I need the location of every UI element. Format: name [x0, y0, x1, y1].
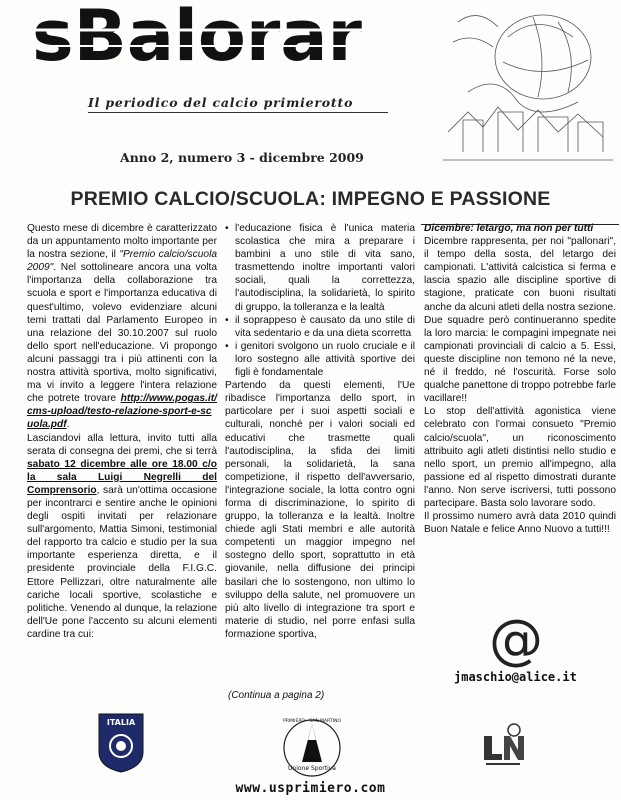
col1-paragraph-1: Questo mese di dicembre è caratterizzato da un appuntamento molto importante per la nostra sezione, il "Premio calcio/scuola 2009". Nel sottolineare ancora una volta l'importanza della collaborazione tra scuola e sport e l'importanza educativa di quest'ultimo, volevo evidenziare alcuni temi trattati dal Parlamento Europeo in una relazione del 30.10.2007 sul ruolo dello sport nell'educazione. Vi propongo alcuni passaggi tra i più attinenti con la nostra attività sportiva, molto significativi, ma vi invito a leggere l'intera relazione che potrete trovare http://www.pogas.it/cms-upload/testo-relazione-sport-e-scuola.pdf.	[27, 223, 217, 431]
sidebar-heading: Dicembre: letargo, ma non per tutti	[424, 223, 594, 234]
continued-note: (Continua a pagina 2)	[228, 690, 325, 701]
list-item: • il soprappeso è causato da uno stile di vita sedentario e da una dieta scorretta	[235, 314, 415, 340]
article-column-2	[225, 222, 415, 641]
sidebar-article	[424, 222, 616, 536]
article-headline: PREMIO CALCIO/SCUOLA: IMPEGNO E PASSIONE	[70, 188, 551, 210]
article-column-1	[27, 222, 217, 641]
us-primiero-logo	[282, 718, 342, 780]
contact-email[interactable]: jmaschio@alice.it	[454, 670, 577, 684]
key-points-list	[225, 222, 415, 379]
newsletter-subtitle: Il periodico del calcio primierotto	[88, 95, 354, 110]
sidebar-paragraph-3: Il prossimo numero avrà data 2010 quindi Buon Natale e felice Anno Nuovo a tutti!!!	[424, 511, 616, 536]
col1-paragraph-2: Lasciandovi alla lettura, invito tutti alla serata di consegna dei premi, che si terrà sabato 12 dicembre alle ore 18.00 c/o la sala Luigi Negrelli del Comprensorio, sarà un'ottima occasione per incontrarci e sentire anche le opinioni degli ospiti invitati per relazionare sull'argomento, Mattia Simoni, testimonial del rapporto tra calcio e studio per la sua importante esperienza diretta, e il presidente provinciale della F.I.G.C. Ettore Pellizzari, oltre naturalmente alle cariche locali sportive, scolastiche e politiche. Venendo al dunque, la relazione dell'Ue pone l'accento su alcuni elementi cardine tra cui:	[27, 432, 217, 640]
relazione-link[interactable]: http://www.pogas.it/cms-upload/testo-relazione-sport-e-scuola.pdf	[27, 393, 217, 431]
sketch-illustration	[438, 2, 618, 167]
svg-text:PRIMIERO · SAN MARTINO: PRIMIERO · SAN MARTINO	[283, 719, 341, 724]
col2-paragraph: Partendo da questi elementi, l'Ue ribadisce l'importanza dello sport, in particolare per i suoi aspetti sociali e culturali, nonché per i valori sociali ed educativi che trasmette quali l'autodisciplina, la sfida dei limiti personali, la solidarietà, la sana competizione, il rispetto dell'avversario, l'integrazione sociale, la lotta contro ogni forma di discriminazione, lo spirito di gruppo, la tolleranza e la lealtà. Inoltre chiede agli Stati membri e alle autorità competenti un maggior impegno nel sostegno dello sport, soprattutto in età giovanile, nella diffusione dei principi basilari che lo sostengono, non ultimo lo sviluppo della salute, nel promuovere un più alto livello di integrazione tra sport e materie di studio, nel porre enfasi sulla formazione sportiva,	[225, 380, 415, 640]
figc-italia-logo	[96, 712, 146, 774]
lnd-logo	[480, 720, 526, 776]
masthead-title: sBalorar	[32, 6, 363, 68]
svg-text:Unione Sportiva: Unione Sportiva	[288, 765, 336, 772]
list-item: • i genitori svolgono un ruolo cruciale e il loro sostegno alle attività sportive dei figli è fondamentale	[235, 340, 415, 379]
at-icon	[488, 612, 544, 668]
list-item: • l'educazione fisica è l'unica materia scolastica che mira a preparare i bambini a uno stile di vita sano, trasmettendo inoltre importanti valori sociali, quali la correttezza, l'autodisciplina, la solidarietà, lo spirito di gruppo, la tolleranza e la lealtà	[235, 222, 415, 314]
sidebar-paragraph-2: Lo stop dell'attività agonistica viene celebrato con l'ormai consueto "Premio calcio/scuola", un riconoscimento attribuito agli atleti distintisi nello studio e nello sport, un premio all'impegno, alla passione ed al rispetto dimostrati durante l'anno. Non serve iscriversi, tutti possono partecipare. Basta solo lavorare sodo.	[424, 406, 616, 509]
masthead-logo	[30, 6, 365, 68]
svg-text:ITALIA: ITALIA	[106, 718, 136, 727]
subtitle-rule	[88, 112, 388, 113]
svg-text:@: @	[489, 612, 543, 668]
issue-info: Anno 2, numero 3 - dicembre 2009	[120, 150, 364, 165]
website-url[interactable]: www.usprimiero.com	[235, 781, 386, 796]
sidebar-paragraph-1: Dicembre rappresenta, per noi "pallonari", il tempo della sosta, del letargo dei campionati. L'attività calcistica si ferma e lascia spazio alle discipline sportive di stagione, praticate con buoni risultati anche da alcuni atleti della nostra sezione. Due squadre però continueranno spedite la loro marcia: le compagini impegnate nei campionati provinciali di calcio a 5. Essi, queste discipline non temono né la neve, né il freddo, né l'oscurità. Forse solo qualche panettone di troppo potrebbe farle vacillare!!	[424, 236, 617, 405]
